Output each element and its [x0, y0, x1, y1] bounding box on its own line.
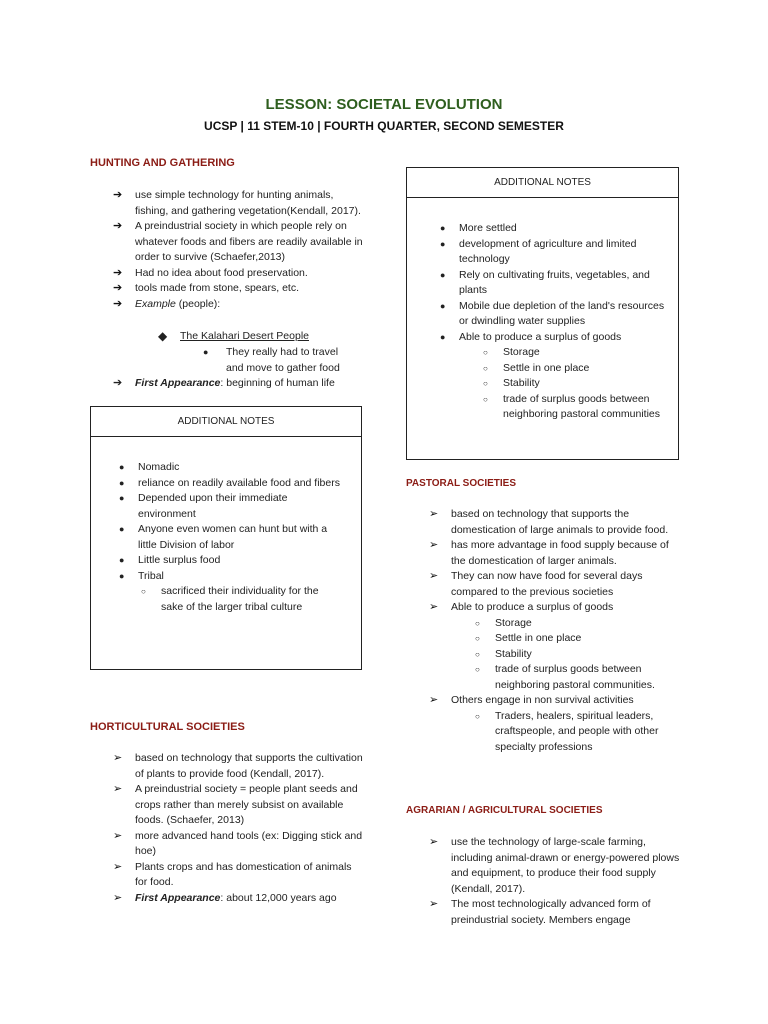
circle-bullet-icon: ○ — [475, 711, 480, 721]
arrow-bullet-icon: ➔ — [113, 189, 123, 201]
example-people — [158, 329, 358, 345]
triangle-bullet-icon: ➢ — [429, 508, 439, 520]
list-item: ● Able to produce a surplus of goods ○ Storage ○ Settle in one place ○ Stability ○ trade of surplus goods between neighboring pastoral communities — [437, 330, 667, 423]
circle-bullet-icon: ○ — [475, 665, 480, 674]
list-item: ➔ Example (people): — [113, 297, 363, 313]
circle-bullet-icon: ○ — [475, 634, 480, 643]
section-title-pastoral: PASTORAL SOCIETIES — [406, 478, 517, 489]
section-title-hunting: HUNTING AND GATHERING — [90, 157, 235, 169]
circle-bullet-icon: ○ — [483, 363, 488, 373]
triangle-bullet-icon: ➢ — [429, 570, 439, 582]
dot-bullet-icon: ● — [203, 347, 209, 357]
list-item: ○ Storage — [483, 345, 667, 361]
list-item: ➢ Plants crops and has domestication of animals for food. — [113, 860, 352, 888]
triangle-bullet-icon: ➢ — [113, 752, 123, 764]
list-item: ● Mobile due depletion of the land's resources or dwindling water supplies — [440, 299, 665, 327]
diamond-bullet-icon: ◆ — [158, 329, 168, 343]
page-title: LESSON: SOCIETAL EVOLUTION — [265, 96, 503, 113]
dot-bullet-icon: ● — [440, 238, 446, 249]
list-item: ➢ Able to produce a surplus of goods ○ Storage ○ Settle in one place ○ Stability ○ trade of surplus goods between neighboring pastoral communities. — [429, 600, 679, 693]
list-item: ➔ tools made from stone, spears, etc. — [113, 281, 363, 297]
dot-bullet-icon: ● — [119, 493, 125, 503]
circle-bullet-icon: ○ — [141, 587, 146, 596]
triangle-bullet-icon: ➢ — [429, 836, 439, 848]
dot-bullet-icon: ● — [119, 570, 125, 581]
hunting-list — [113, 188, 363, 312]
list-item: ● Rely on cultivating fruits, vegetables, and plants — [440, 268, 650, 296]
triangle-bullet-icon: ➢ — [113, 891, 123, 904]
list-item: ○ Storage — [475, 616, 679, 632]
circle-bullet-icon: ○ — [475, 618, 480, 628]
list-item: ● development of agriculture and limited technology — [440, 237, 637, 265]
list-item: ➔ use simple technology for hunting animals, fishing, and gathering vegetation(Kendall, 2017). — [113, 189, 361, 217]
example-people-link[interactable]: The Kalahari Desert People — [180, 330, 309, 342]
dot-bullet-icon: ● — [440, 331, 446, 342]
list-item: ➔ A preindustrial society in which people rely on whatever foods and fibers are readily available in order to survive (Schaefer,2013) — [113, 220, 363, 263]
circle-bullet-icon: ○ — [483, 379, 488, 388]
list-item: ○ Traders, healers, spiritual leaders, craftspeople, and people with other specialty professions — [475, 709, 659, 753]
list-item: ● Tribal ○ sacrificed their individuality for the sake of the larger tribal culture — [116, 569, 341, 616]
dot-bullet-icon: ● — [440, 300, 446, 311]
arrow-bullet-icon: ➔ — [113, 220, 123, 232]
list-item: ● reliance on readily available food and fibers — [116, 476, 341, 492]
list-item: ○ Settle in one place — [483, 361, 667, 377]
triangle-bullet-icon: ➢ — [113, 860, 123, 873]
page-subtitle: UCSP | 11 STEM-10 | FOURTH QUARTER, SECOND SEMESTER — [204, 119, 564, 133]
pastoral-list — [429, 507, 679, 755]
list-item: ➢ based on technology that supports the domestication of large animals to provide food. — [429, 508, 669, 536]
dot-bullet-icon: ● — [119, 524, 125, 534]
list-item: ○ sacrificed their individuality for the sake of the larger tribal culture — [141, 585, 319, 613]
list-item: ➢ based on technology that supports the cultivation of plants to provide food (Kendall, 2017). — [113, 752, 363, 780]
list-item: ➢ Others engage in non survival activities ○ Traders, healers, spiritual leaders, craftspeople, and people with other specialty professions — [429, 693, 679, 755]
list-item: ○ trade of surplus goods between neighboring pastoral communities. — [475, 663, 655, 691]
circle-bullet-icon: ○ — [475, 649, 480, 659]
example-detail: ● They really had to travel and move to gather food — [203, 346, 340, 374]
horticultural-notes-box — [406, 167, 679, 460]
section-title-horticultural: HORTICULTURAL SOCIETIES — [90, 721, 245, 733]
list-item: ➔ Had no idea about food preservation. — [113, 266, 363, 282]
dot-bullet-icon: ● — [119, 462, 125, 472]
triangle-bullet-icon: ➢ — [113, 829, 123, 842]
list-item: ○ trade of surplus goods between neighboring pastoral communities — [483, 392, 661, 420]
arrow-bullet-icon: ➔ — [113, 266, 123, 279]
list-item: ● Nomadic — [116, 460, 341, 476]
list-item: ● Little surplus food — [116, 553, 341, 569]
notes-header: ADDITIONAL NOTES — [91, 407, 361, 437]
list-item: ➢ The most technologically advanced form of preindustrial society. Members engage — [429, 898, 651, 926]
horticultural-list — [113, 751, 363, 906]
horti-notes-list — [437, 221, 667, 423]
arrow-bullet-icon: ➔ — [113, 297, 123, 310]
notes-header: ADDITIONAL NOTES — [407, 168, 678, 198]
dot-bullet-icon: ● — [440, 223, 446, 233]
section-title-agrarian: AGRARIAN / AGRICULTURAL SOCIETIES — [406, 805, 603, 816]
list-item: ➢ more advanced hand tools (ex: Digging stick and hoe) — [113, 829, 363, 857]
list-item: ➢ A preindustrial society = people plant seeds and crops rather than merely subsist on available foods. (Schaefer, 2013) — [113, 783, 358, 826]
list-item: ○ Settle in one place — [475, 631, 679, 647]
circle-bullet-icon: ○ — [483, 394, 488, 404]
list-item: ➢ use the technology of large-scale farming, including animal-drawn or energy-powered plows and equipment, to produce their food supply (Kendall, 2017). — [429, 836, 680, 895]
list-item: ● Depended upon their immediate environment — [119, 492, 288, 520]
list-item: ● More settled — [437, 221, 667, 237]
list-item: ○ Stability — [483, 376, 667, 392]
circle-bullet-icon: ○ — [483, 348, 488, 357]
triangle-bullet-icon: ➢ — [429, 694, 439, 706]
triangle-bullet-icon: ➢ — [429, 898, 439, 910]
triangle-bullet-icon: ➢ — [113, 783, 123, 795]
hunting-first-appearance: ➔ First Appearance: beginning of human life — [113, 376, 363, 392]
hunting-notes-box — [90, 406, 362, 670]
arrow-bullet-icon: ➔ — [113, 282, 123, 294]
triangle-bullet-icon: ➢ — [429, 539, 439, 551]
list-item: ○ Stability — [475, 647, 679, 663]
list-item: ➢ has more advantage in food supply because of the domestication of larger animals. — [429, 539, 669, 567]
dot-bullet-icon: ● — [119, 477, 125, 488]
dot-bullet-icon: ● — [119, 555, 125, 565]
list-item: ➢ They can now have food for several days compared to the previous societies — [429, 570, 643, 598]
dot-bullet-icon: ● — [440, 269, 446, 280]
list-item: ● Anyone even women can hunt but with a little Division of labor — [119, 523, 328, 551]
list-item: ➢ First Appearance: about 12,000 years ago — [113, 891, 363, 907]
arrow-bullet-icon: ➔ — [113, 377, 123, 389]
hunting-notes-list — [116, 460, 341, 615]
triangle-bullet-icon: ➢ — [429, 601, 439, 613]
agrarian-list — [429, 835, 681, 928]
